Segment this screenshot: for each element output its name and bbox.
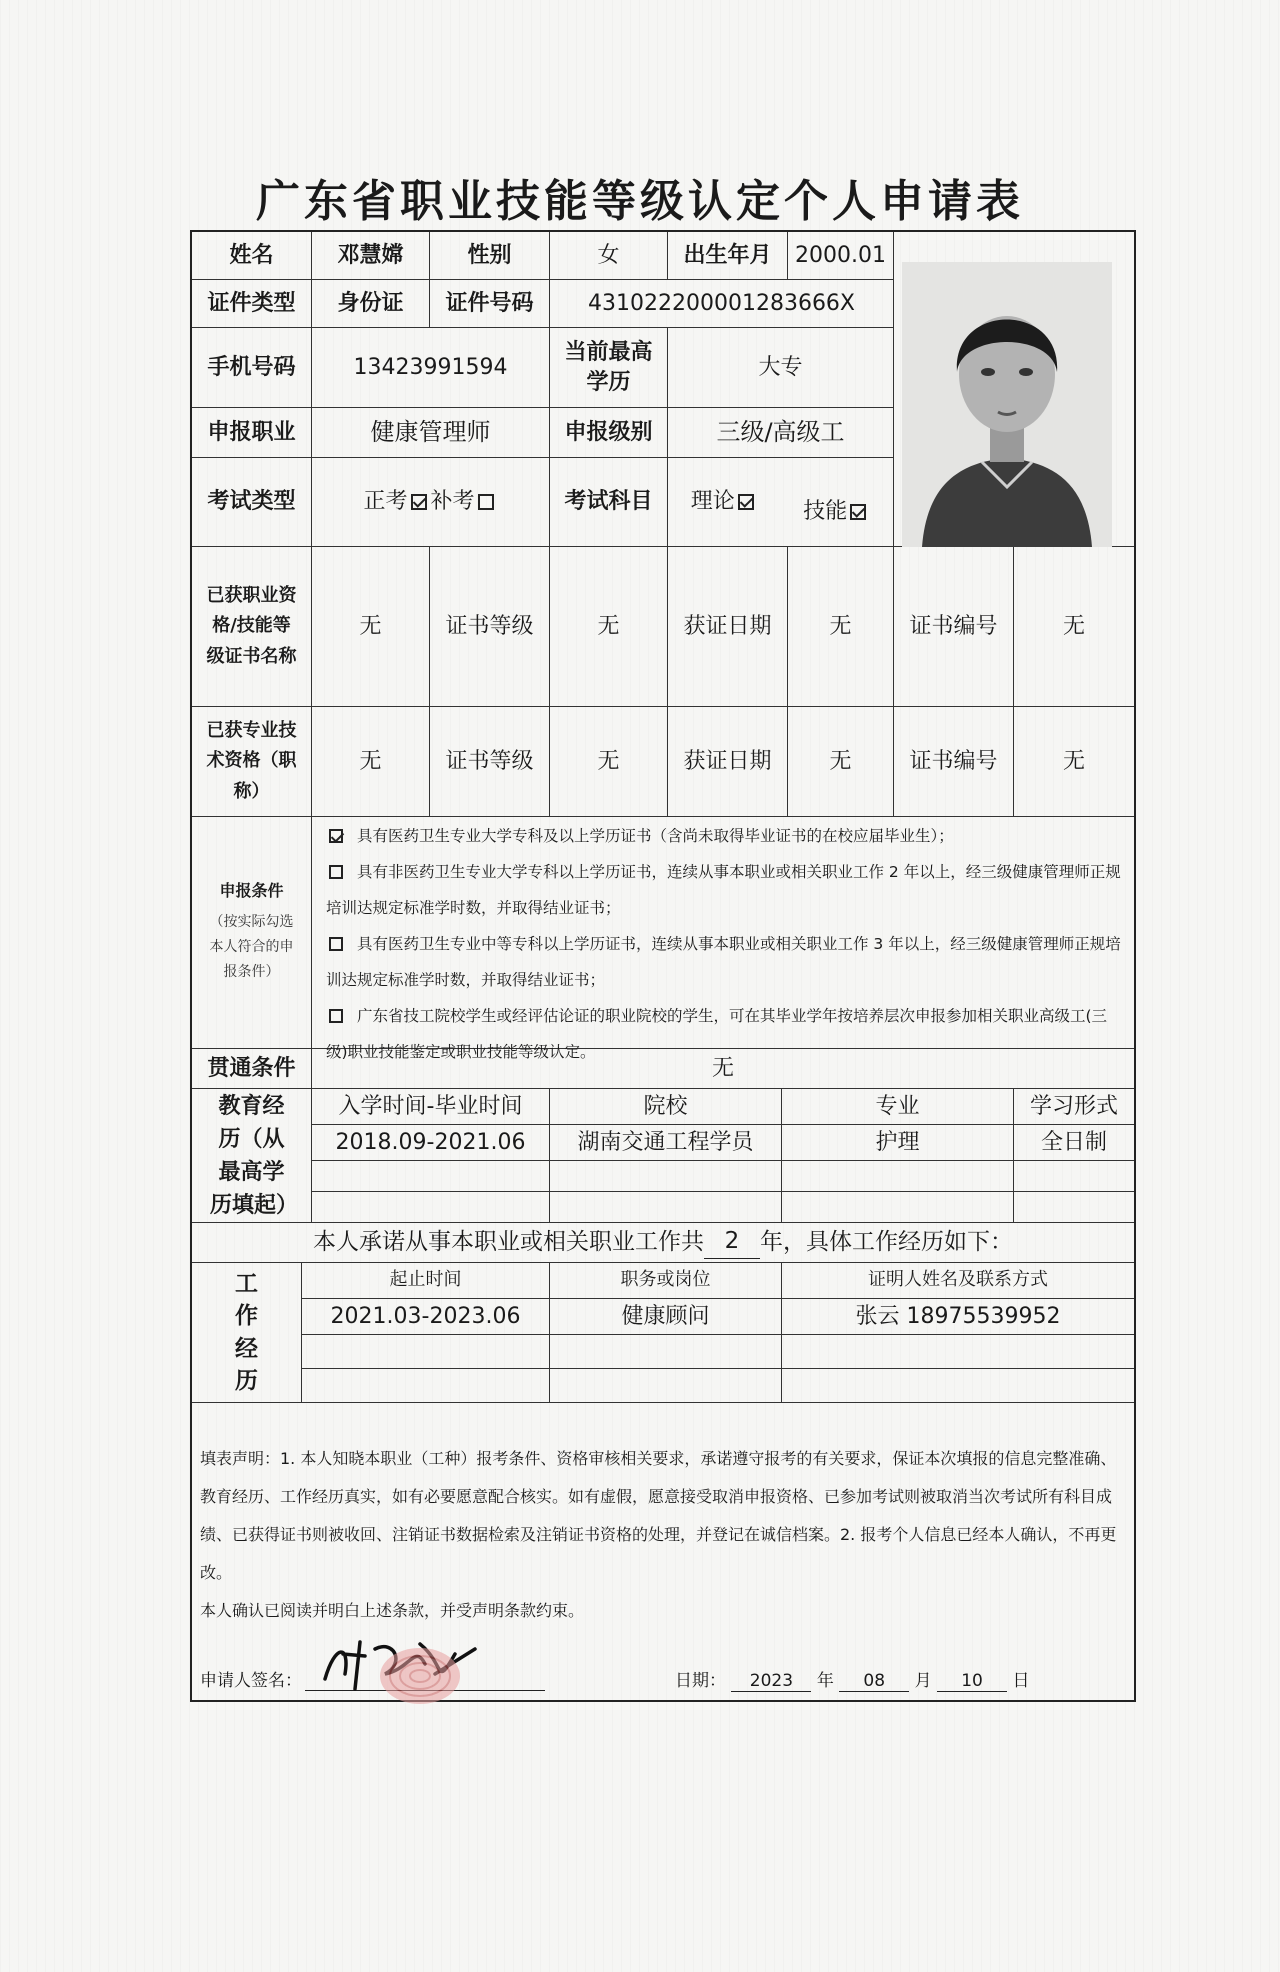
through-label: 贯通条件 bbox=[192, 1049, 312, 1089]
subject-theory-label: 理论 bbox=[690, 489, 735, 515]
education-header-period: 入学时间-毕业时间 bbox=[312, 1089, 550, 1125]
professional-cert-label: 已获专业技术资格（职称） bbox=[192, 707, 312, 817]
professional-date-label: 获证日期 bbox=[668, 707, 788, 817]
conditions-label: 申报条件 bbox=[219, 880, 284, 900]
work-promise-prefix: 本人承诺从事本职业或相关职业工作共 bbox=[313, 1228, 704, 1255]
phone-value: 13423991594 bbox=[312, 328, 550, 408]
work-empty-cell bbox=[302, 1335, 550, 1369]
subject-skill-checkbox[interactable] bbox=[850, 504, 866, 520]
year-unit: 年 bbox=[816, 1671, 834, 1691]
work-empty-cell bbox=[782, 1369, 1134, 1403]
professional-grade-label: 证书等级 bbox=[430, 707, 550, 817]
id-no-label: 证件号码 bbox=[430, 280, 550, 328]
professional-no-label: 证书编号 bbox=[894, 707, 1014, 817]
id-no-value: 431022200001283666X bbox=[550, 280, 894, 328]
conditions-label-cell bbox=[192, 817, 312, 1049]
date-month[interactable]: 08 bbox=[839, 1671, 909, 1692]
work-header-period: 起止时间 bbox=[302, 1263, 550, 1299]
condition-2-checkbox[interactable] bbox=[329, 865, 343, 879]
work-header-position: 职务或岗位 bbox=[550, 1263, 782, 1299]
education-row-mode: 全日制 bbox=[1014, 1125, 1134, 1161]
education-empty-cell bbox=[312, 1161, 550, 1192]
education-row-major: 护理 bbox=[782, 1125, 1014, 1161]
vocational-no-value: 无 bbox=[1014, 547, 1134, 707]
phone-label: 手机号码 bbox=[192, 328, 312, 408]
name-value: 邓慧嫦 bbox=[312, 232, 430, 280]
work-empty-cell bbox=[302, 1369, 550, 1403]
work-empty-cell bbox=[550, 1369, 782, 1403]
subject-label: 考试科目 bbox=[550, 458, 668, 547]
exam-normal-checkbox[interactable] bbox=[411, 494, 427, 510]
condition-3-checkbox[interactable] bbox=[329, 937, 343, 951]
applicant-photo bbox=[902, 262, 1112, 547]
work-row-period: 2021.03-2023.06 bbox=[302, 1299, 550, 1335]
signature-field[interactable] bbox=[305, 1642, 545, 1691]
education-header-mode: 学习形式 bbox=[1014, 1089, 1134, 1125]
condition-item bbox=[326, 818, 1126, 854]
education-label: 教育经历（从最高学历填起） bbox=[192, 1089, 312, 1223]
vocational-cert-name: 无 bbox=[312, 547, 430, 707]
vocational-no-label: 证书编号 bbox=[894, 547, 1014, 707]
signature-label: 申请人签名： bbox=[200, 1671, 302, 1691]
portrait-image bbox=[902, 262, 1112, 547]
work-empty-cell bbox=[782, 1335, 1134, 1369]
education-header-school: 院校 bbox=[550, 1089, 782, 1125]
education-row-school: 湖南交通工程学员 bbox=[550, 1125, 782, 1161]
exam-type-options bbox=[312, 458, 550, 547]
work-header-reference: 证明人姓名及联系方式 bbox=[782, 1263, 1134, 1299]
date-day[interactable]: 10 bbox=[937, 1671, 1007, 1692]
education-level-label: 当前最高学历 bbox=[550, 328, 668, 408]
exam-type-label: 考试类型 bbox=[192, 458, 312, 547]
month-unit: 月 bbox=[914, 1671, 932, 1691]
work-promise bbox=[192, 1223, 1134, 1263]
condition-item bbox=[326, 854, 1126, 926]
condition-3-text: 具有医药卫生专业中等专科以上学历证书，连续从事本职业或相关职业工作 3 年以上，经三级健康管理师正规培训达规定标准学时数，并取得结业证书； bbox=[326, 935, 1121, 989]
education-empty-cell bbox=[782, 1161, 1014, 1192]
condition-item bbox=[326, 926, 1126, 998]
vocational-date-value: 无 bbox=[788, 547, 894, 707]
work-label: 工作经历 bbox=[192, 1263, 302, 1403]
professional-no-value: 无 bbox=[1014, 707, 1134, 817]
education-empty-cell bbox=[312, 1192, 550, 1223]
professional-grade-value: 无 bbox=[550, 707, 668, 817]
education-empty-cell bbox=[550, 1161, 782, 1192]
condition-2-text: 具有非医药卫生专业大学专科以上学历证书，连续从事本职业或相关职业工作 2 年以上，经三级健康管理师正规培训达规定标准学时数，并取得结业证书； bbox=[326, 863, 1121, 917]
job-value: 健康管理师 bbox=[312, 408, 550, 458]
exam-makeup-label: 补考 bbox=[430, 489, 475, 515]
day-unit: 日 bbox=[1012, 1671, 1030, 1691]
work-promise-suffix: 年，具体工作经历如下： bbox=[760, 1228, 1013, 1255]
condition-1-checkbox[interactable] bbox=[329, 829, 343, 843]
declaration-text: 填表声明：1. 本人知晓本职业（工种）报考条件、资格审核相关要求，承诺遵守报考的有关要求，保证本次填报的信息完整准确、教育经历、工作经历真实，如有必要愿意配合核实。如有虚假，愿意接受取消申报资格、已参加考试则被取消当次考试所有科目成绩、已获得证书则被收回、注销证书数据检索及注销证书资格的处理，并登记在诚信档案。2. 报考个人信息已经本人确认，不再更改。 bbox=[200, 1449, 1117, 1582]
vocational-grade-label: 证书等级 bbox=[430, 547, 550, 707]
through-value: 无 bbox=[312, 1049, 1134, 1089]
signature-row bbox=[200, 1658, 1120, 1698]
exam-makeup-checkbox[interactable] bbox=[478, 494, 494, 510]
subject-options bbox=[668, 458, 894, 547]
level-value: 三级/高级工 bbox=[668, 408, 894, 458]
professional-cert-name: 无 bbox=[312, 707, 430, 817]
form-title: 广东省职业技能等级认定个人申请表 bbox=[256, 176, 1024, 227]
id-type-label: 证件类型 bbox=[192, 280, 312, 328]
conditions-note: （按实际勾选本人符合的申报条件） bbox=[209, 913, 294, 980]
education-empty-cell bbox=[782, 1192, 1014, 1223]
birth-label: 出生年月 bbox=[668, 232, 788, 280]
professional-date-value: 无 bbox=[788, 707, 894, 817]
condition-item bbox=[326, 998, 1126, 1070]
education-header-major: 专业 bbox=[782, 1089, 1014, 1125]
education-empty-cell bbox=[1014, 1192, 1134, 1223]
id-type-value: 身份证 bbox=[312, 280, 430, 328]
date-field bbox=[675, 1666, 1029, 1692]
subject-skill-label: 技能 bbox=[803, 499, 848, 525]
birth-value: 2000.01 bbox=[788, 232, 894, 280]
education-empty-cell bbox=[550, 1192, 782, 1223]
condition-1-text: 具有医药卫生专业大学专科及以上学历证书（含尚未取得毕业证书的在校应届毕业生）； bbox=[357, 827, 954, 845]
condition-4-text: 广东省技工院校学生或经评估论证的职业院校的学生，可在其毕业学年按培养层次申报参加相关职业高级工(三级)职业技能鉴定或职业技能等级认定。 bbox=[326, 1007, 1108, 1061]
exam-normal-label: 正考 bbox=[363, 489, 408, 515]
work-row-reference: 张云 18975539952 bbox=[782, 1299, 1134, 1335]
gender-value: 女 bbox=[550, 232, 668, 280]
level-label: 申报级别 bbox=[550, 408, 668, 458]
declaration bbox=[200, 1440, 1120, 1630]
fingerprint-icon bbox=[375, 1646, 465, 1706]
work-years: 2 bbox=[704, 1226, 760, 1258]
declaration-confirm: 本人确认已阅读并明白上述条款，并受声明条款约束。 bbox=[200, 1601, 585, 1620]
job-label: 申报职业 bbox=[192, 408, 312, 458]
condition-4-checkbox[interactable] bbox=[329, 1009, 343, 1023]
vocational-date-label: 获证日期 bbox=[668, 547, 788, 707]
name-label: 姓名 bbox=[192, 232, 312, 280]
education-level-value: 大专 bbox=[668, 328, 894, 408]
vocational-grade-value: 无 bbox=[550, 547, 668, 707]
education-empty-cell bbox=[1014, 1161, 1134, 1192]
date-label: 日期： bbox=[675, 1671, 726, 1691]
work-row-position: 健康顾问 bbox=[550, 1299, 782, 1335]
vocational-cert-label: 已获职业资格/技能等级证书名称 bbox=[192, 547, 312, 707]
date-year[interactable]: 2023 bbox=[731, 1671, 811, 1692]
education-row-period: 2018.09-2021.06 bbox=[312, 1125, 550, 1161]
gender-label: 性别 bbox=[430, 232, 550, 280]
subject-theory-checkbox[interactable] bbox=[738, 494, 754, 510]
work-empty-cell bbox=[550, 1335, 782, 1369]
